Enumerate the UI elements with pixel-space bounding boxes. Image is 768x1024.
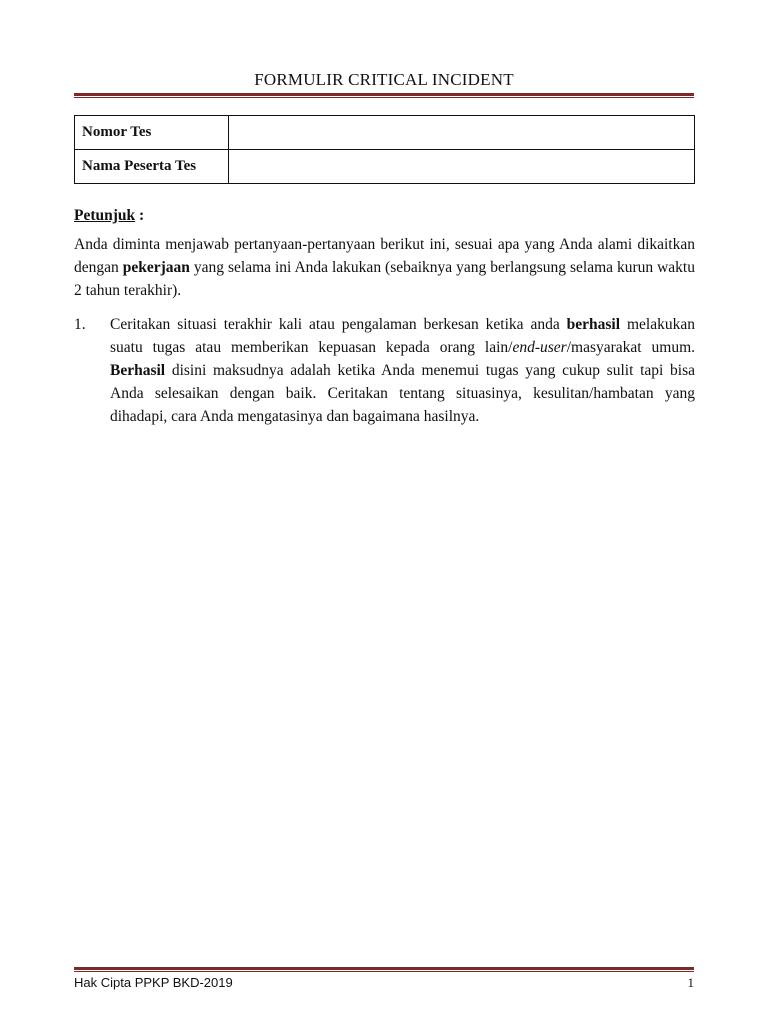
petunjuk-heading: Petunjuk : [74, 207, 145, 224]
nama-peserta-field[interactable] [229, 150, 695, 184]
identity-table [74, 115, 695, 184]
footer-rule [74, 967, 694, 972]
table-row [75, 116, 695, 150]
petunjuk-paragraph: Anda diminta menjawab pertanyaan-pertanyaan berikut ini, sesuai apa yang Anda alami dikaitkan dengan pekerjaan yang selama ini Anda lakukan (sebaiknya yang berlangsung selama kurun waktu 2 tahun terakhir). [74, 236, 695, 299]
page-number: 1 [687, 975, 694, 990]
footer-copyright: Hak Cipta PPKP BKD-2019 [74, 975, 233, 990]
table-row [75, 150, 695, 184]
header-rule [74, 93, 694, 98]
question-number: 1. [74, 316, 86, 333]
nama-peserta-label: Nama Peserta Tes [75, 150, 229, 184]
nomor-tes-label: Nomor Tes [75, 116, 229, 150]
document-title: FORMULIR CRITICAL INCIDENT [254, 70, 514, 89]
nomor-tes-field[interactable] [229, 116, 695, 150]
question-text: Ceritakan situasi terakhir kali atau pengalaman berkesan ketika anda berhasil melakukan suatu tugas atau memberikan kepuasan kepada orang lain/end-user/masyarakat umum. Berhasil disini maksudnya adalah ketika Anda menemui tugas yang cukup sulit tapi bisa Anda selesaikan dengan baik. Ceritakan tentang situasinya, kesulitan/hambatan yang dihadapi, cara Anda mengatasinya dan bagaimana hasilnya. [110, 316, 695, 425]
